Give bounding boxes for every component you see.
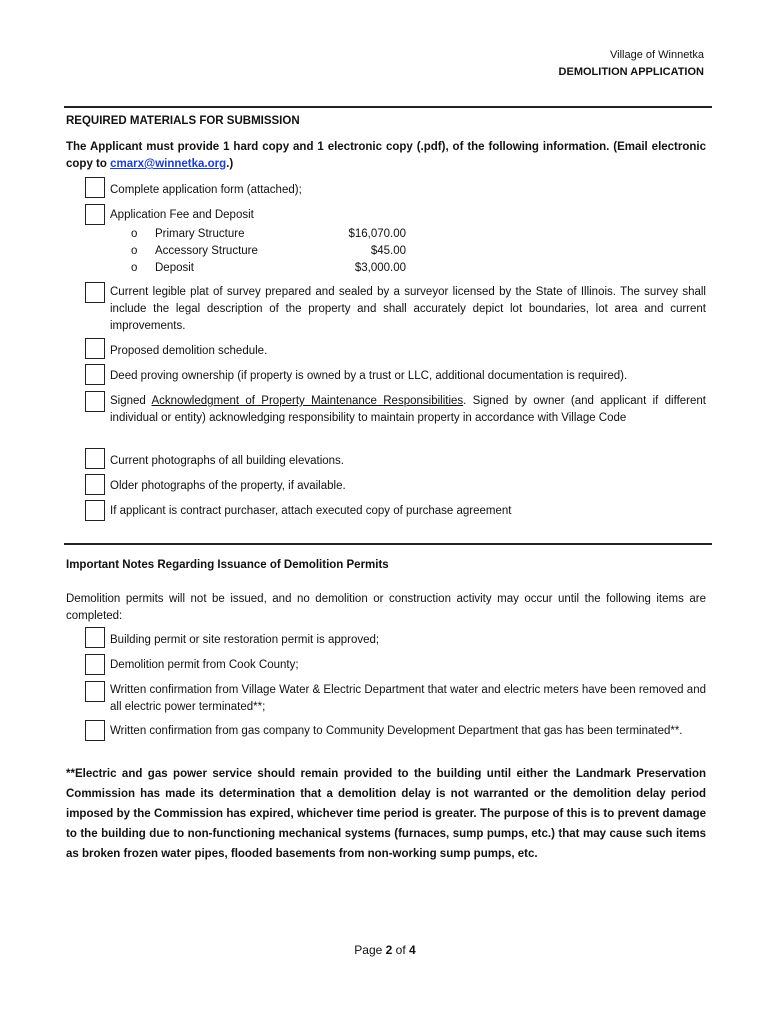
checkbox-purchase-agreement[interactable]: [85, 500, 105, 521]
ack-document-link[interactable]: Acknowledgment of Property Maintenance Responsibilities: [151, 395, 464, 407]
item-deed: Deed proving ownership (if property is owned by a trust or LLC, additional documentation is required).: [110, 370, 628, 382]
item-current-photos: Current photographs of all building elevations.: [110, 455, 344, 467]
fee-row-accessory: [131, 243, 406, 260]
checkbox-water-electric[interactable]: [85, 681, 105, 702]
header-form-title: DEMOLITION APPLICATION: [558, 66, 704, 78]
fee-amount: $45.00: [370, 245, 406, 257]
power-service-note: **Electric and gas power service should remain provided to the building until either the Landmark Preservation Commission has made its determination that a demolition delay is not warranted or the demolition delay period imposed by the Commission has expired, whichever time period is greater. The purpose of this is to prevent damage to the building due to non-functioning mechanical systems (furnaces, sump pumps, etc.) that may cause such items as broken frozen water pipes, flooded basements from non-working sump pumps, etc.: [66, 768, 706, 860]
instructions-text: The Applicant must provide 1 hard copy and 1 electronic copy (.pdf), of the following information. (Email electronic copy to: [66, 141, 706, 170]
item-application-form: Complete application form (attached);: [110, 184, 302, 196]
page-word: Page: [354, 943, 386, 957]
checkbox-deed[interactable]: [85, 364, 105, 385]
ack-prefix: Signed: [110, 395, 152, 407]
item-acknowledgment: [110, 393, 706, 427]
fee-label: Primary Structure: [155, 228, 245, 240]
fee-row-primary: [131, 226, 406, 243]
checkbox-plat-of-survey[interactable]: [85, 282, 105, 303]
page-number: [0, 943, 770, 957]
item-building-permit: Building permit or site restoration permit is approved;: [110, 634, 380, 646]
checkbox-demolition-schedule[interactable]: [85, 338, 105, 359]
fee-amount: $3,000.00: [354, 262, 406, 274]
item-older-photos: Older photographs of the property, if available.: [110, 480, 346, 492]
page-of: of: [392, 943, 410, 957]
checkbox-cook-county-permit[interactable]: [85, 654, 105, 675]
checkbox-current-photos[interactable]: [85, 448, 105, 469]
email-link[interactable]: cmarx@winnetka.org: [110, 158, 227, 170]
item-purchase-agreement: If applicant is contract purchaser, attach executed copy of purchase agreement: [110, 505, 512, 517]
section-heading-required-materials: REQUIRED MATERIALS FOR SUBMISSION: [66, 115, 300, 127]
checkbox-building-permit[interactable]: [85, 627, 105, 648]
item-cook-county-permit: Demolition permit from Cook County;: [110, 659, 299, 671]
instructions-end: .): [226, 158, 234, 170]
checkbox-older-photos[interactable]: [85, 474, 105, 495]
checkbox-fee-deposit[interactable]: [85, 204, 105, 225]
bullet-icon: o: [131, 262, 138, 274]
section-heading-important-notes: Important Notes Regarding Issuance of Demolition Permits: [66, 559, 389, 571]
fee-label: Accessory Structure: [155, 245, 258, 257]
header-org: Village of Winnetka: [610, 49, 704, 61]
fee-amount: $16,070.00: [348, 228, 406, 240]
item-water-electric: Written confirmation from Village Water & Electric Department that water and electric meters have been removed and all electric power terminated**;: [110, 684, 706, 713]
checkbox-application-form[interactable]: [85, 177, 105, 198]
item-gas-terminated: Written confirmation from gas company to Community Development Department that gas has been terminated**.: [110, 725, 683, 737]
checkbox-gas-terminated[interactable]: [85, 720, 105, 741]
fee-label: Deposit: [155, 262, 194, 274]
item-fee-deposit: Application Fee and Deposit: [110, 209, 254, 221]
section-divider: [64, 106, 712, 108]
fee-row-deposit: [131, 260, 406, 277]
submission-instructions: [66, 139, 706, 173]
section-divider: [64, 543, 712, 545]
bullet-icon: o: [131, 245, 138, 257]
item-demolition-schedule: Proposed demolition schedule.: [110, 345, 268, 357]
item-plat-of-survey: Current legible plat of survey prepared and sealed by a surveyor licensed by the State of Illinois. The survey shall include the legal description of the property and shall accurately depict lot boundaries, lot area and current improvements.: [110, 286, 706, 332]
ack-text: . Signed by owner (and applicant if different individual or entity) acknowledging responsibility to maintain property in accordance with Village Code: [110, 395, 706, 424]
permit-conditions-intro: Demolition permits will not be issued, and no demolition or construction activity may occur until the following items are completed:: [66, 593, 706, 622]
bullet-icon: o: [131, 228, 138, 240]
page-current: 2: [385, 943, 393, 957]
checkbox-acknowledgment[interactable]: [85, 391, 105, 412]
page-total: 4: [409, 943, 416, 957]
